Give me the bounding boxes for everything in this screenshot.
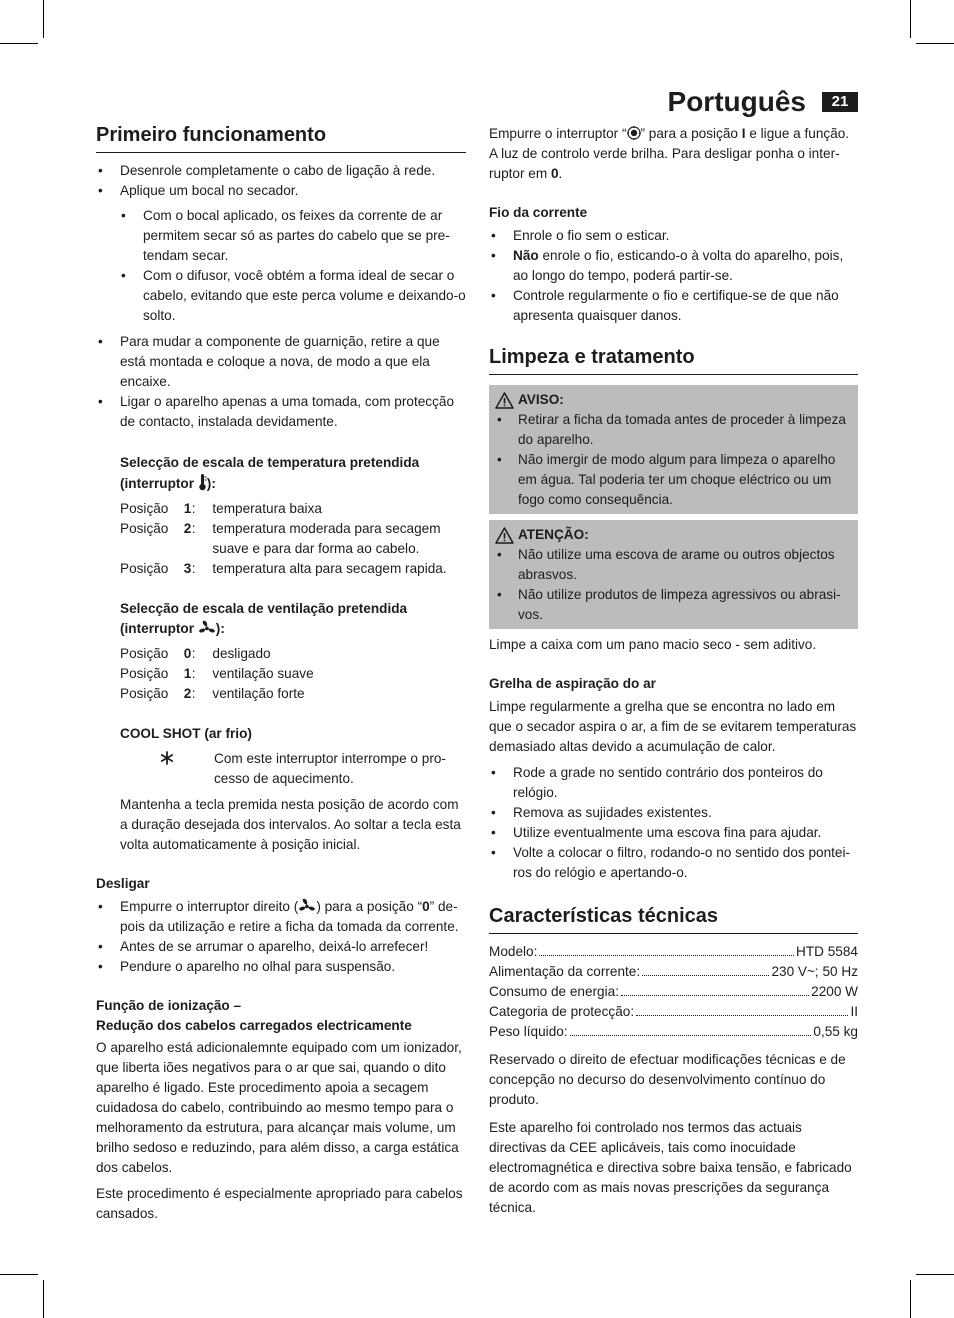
bullet-list [495, 545, 850, 625]
table-row [120, 559, 466, 579]
page-number: 21 [822, 92, 858, 112]
snowflake-icon [96, 749, 214, 789]
sub-bullet-list [96, 206, 466, 326]
position-text: ventilação suave [212, 666, 314, 681]
caution-box [489, 520, 858, 629]
grille-heading: Grelha de aspiração do ar [489, 676, 656, 691]
warning-box [489, 385, 858, 514]
list-item: • Pendure o aparelho no olhal para suspensão. [96, 957, 466, 977]
position-label: Posição [120, 666, 169, 681]
cool-shot-section [96, 724, 466, 855]
warning-triangle-icon [495, 527, 514, 544]
crop-mark [916, 43, 954, 44]
crop-mark [43, 0, 44, 38]
spec-row [489, 1022, 858, 1042]
paragraph: Este aparelho foi controlado nos termos das actuais directivas da CEE aplicáveis, tais como inocuidade electromagnética e directiva sobre baixa tensão, e fabricado de acordo com as mais novas prescrições da segurança técnica. [489, 1120, 852, 1215]
heading-line: (interruptor [120, 476, 195, 491]
heading-line: (interruptor [120, 621, 195, 636]
spec-label: Categoria de protecção: [489, 1004, 635, 1019]
list-item: • Com o difusor, você obtém a forma ideal de secar o cabelo, evitando que este perca volume e deixando-o solto. [96, 266, 466, 326]
list-item: • Rode a grade no sentido contrário dos ponteiros do relógio. [489, 763, 858, 803]
list-item: • Com o bocal aplicado, os feixes da corrente de ar permitem secar só as partes do cabelo que se pretendam secar. [96, 206, 466, 266]
intro-paragraph [489, 124, 858, 184]
crop-mark [0, 43, 38, 44]
page-language-title: Português [667, 86, 806, 117]
colon: : [191, 646, 196, 661]
list-item: • Não utilize produtos de limpeza agressivos ou abrasivos. [495, 585, 850, 625]
ventilation-position-table [120, 644, 466, 704]
position-number: 0 [183, 646, 192, 661]
warning-triangle-icon [495, 392, 514, 409]
crop-mark [916, 1274, 954, 1275]
dot-leader [539, 955, 794, 956]
technical-specs-section [489, 903, 858, 1218]
heading-line: ): [215, 621, 225, 636]
position-label: Posição [120, 501, 169, 516]
paragraph: O aparelho está adicionalemnte equipado com um ionizador, que liberta iões negativos para o ar que sai, quando o dito aparelho é ligado. Este procedimento apoia a secagem cuidadosa do cabelo, contribuindo ao mesmo tempo para o melhoramento da estrutura, para alcançar mais volume, um brilho sedoso e reduzindo, para além disso, a carga estática dos cabelos. [96, 1040, 462, 1175]
position-number: 0 [422, 899, 430, 914]
crop-mark [910, 0, 911, 38]
bullet-list [489, 226, 858, 326]
bullet-list [96, 332, 466, 432]
table-row [120, 684, 466, 704]
spec-label: Peso líquido: [489, 1024, 568, 1039]
table-row [120, 519, 466, 559]
caution-title [495, 525, 850, 545]
position-label: Posição [120, 521, 169, 536]
dot-leader [636, 1015, 848, 1016]
heading-line: Redução dos cabelos carregados electricamente [96, 1018, 412, 1033]
heading-line: ): [206, 476, 216, 491]
ionization-section [96, 996, 466, 1224]
position-text: temperatura moderada para secagem suave e para dar forma ao cabelo. [212, 521, 441, 556]
colon: : [191, 561, 196, 576]
spec-row [489, 942, 858, 962]
dot-leader [570, 1035, 812, 1036]
list-item: • Desenrole completamente o cabo de ligação à rede. [96, 161, 466, 181]
bullet-list [489, 763, 858, 883]
bullet-list [96, 161, 466, 201]
heading-line: Selecção de escala de ventilação pretendida [120, 601, 408, 616]
list-item: • Volte a colocar o filtro, rodando-o no sentido dos ponteiros do relógio e apertando-o. [489, 843, 858, 883]
list-item: • Não imergir de modo algum para limpeza o aparelho em água. Tal poderia ter um choque eléctrico ou um fogo como consequência. [495, 450, 850, 510]
colon: : [191, 501, 196, 516]
heading-line: Função de ionização – [96, 998, 242, 1013]
list-item: • Antes de se arrumar o aparelho, deixá-lo arrefecer! [96, 937, 466, 957]
spec-list [489, 942, 858, 1042]
dot-leader [642, 975, 769, 976]
paragraph: Este procedimento é especialmente apropriado para cabelos cansados. [96, 1186, 463, 1221]
emphasis: Não [513, 248, 539, 263]
switch-off-section [96, 874, 466, 977]
section-title: Primeiro funcionamento [96, 122, 466, 153]
list-item: • Utilize eventualmente uma escova fina para ajudar. [489, 823, 858, 843]
list-item: • Controle regularmente o fio e certifique-se de que não apresenta quaisquer danos. [489, 286, 858, 326]
position-text: ventilação forte [212, 686, 305, 701]
crop-mark [910, 1280, 911, 1318]
crop-mark [43, 1280, 44, 1318]
spec-label: Consumo de energia: [489, 984, 619, 999]
text-fragment: enrole o fio, esticando-o à volta do aparelho, pois, ao longo do tempo, poderá partir-se. [513, 248, 844, 283]
list-item: • Remova as sujidades existentes. [489, 803, 858, 823]
list-item: • Ligar o aparelho apenas a uma tomada, com protecção de contacto, instalada devidamente. [96, 392, 466, 432]
ion-icon [627, 126, 641, 140]
position-text: temperatura alta para secagem rapida. [212, 561, 447, 576]
paragraph: Reservado o direito de efectuar modificações técnicas e de concepção no decurso do desenvolvimento contínuo do produto. [489, 1052, 846, 1107]
switch-off-heading: Desligar [96, 876, 150, 891]
cool-shot-description: Com este interruptor interrompe o processo de aquecimento. [214, 751, 446, 786]
table-row [120, 664, 466, 684]
section-title: Características técnicas [489, 903, 858, 934]
section-first-operation [96, 122, 466, 432]
position-label: Posição [120, 686, 169, 701]
position-text: desligado [212, 646, 271, 661]
position-number: 1 [183, 501, 192, 516]
table-row [120, 644, 466, 664]
position-label: Posição [120, 646, 169, 661]
position-number: 3 [183, 561, 192, 576]
heading-line: Selecção de escala de temperatura pretendida [120, 455, 420, 470]
table-row [120, 499, 466, 519]
spec-value: 2200 W [811, 984, 858, 999]
spec-row [489, 1002, 858, 1022]
spec-label: Alimentação da corrente: [489, 964, 641, 979]
position-number: 2 [183, 686, 192, 701]
position-text: temperatura baixa [212, 501, 322, 516]
text-fragment: ” depois da utilização e retire a ficha da tomada da corrente. [120, 899, 459, 934]
position-label: Posição [120, 561, 169, 576]
temperature-position-table [120, 499, 466, 579]
fan-icon [298, 898, 316, 914]
cord-section [489, 203, 858, 326]
list-item: • Não utilize uma escova de arame ou outros objectos abrasvos. [495, 545, 850, 585]
cool-shot-row [96, 749, 466, 789]
ventilation-heading [96, 599, 466, 639]
text-fragment: . [558, 166, 563, 181]
dot-leader [621, 995, 809, 996]
paragraph: Limpe regularmente a grelha que se encontra no lado em que o secador aspira o ar, a fim de se evitarem temperaturas demasiado altas devido a acumulação de calor. [489, 699, 857, 754]
position-number: 0 [550, 166, 559, 181]
ventilation-selection [96, 599, 466, 704]
spec-value: II [850, 1004, 858, 1019]
list-item: • Retirar a ficha da tomada antes de proceder à limpeza do aparelho. [495, 410, 850, 450]
text-fragment: ” para a posição [640, 126, 742, 141]
list-item: • Para mudar a componente de guarnição, retire a que está montada e coloque a nova, de modo a que ela encaixe. [96, 332, 466, 392]
paragraph: Limpe a caixa com um pano macio seco - sem aditivo. [489, 637, 817, 652]
colon: : [191, 666, 196, 681]
position-number: I [741, 126, 746, 141]
bullet-list [495, 410, 850, 510]
temperature-heading [96, 453, 466, 494]
crop-mark [0, 1274, 38, 1275]
warning-label: AVISO: [518, 392, 564, 407]
spec-row [489, 962, 858, 982]
caution-label: ATENÇÃO: [518, 527, 589, 542]
spec-value: 0,55 kg [813, 1024, 858, 1039]
bullet-list [96, 897, 466, 977]
spec-row [489, 982, 858, 1002]
text-fragment: e ligue a função. A luz de controlo verde brilha. Para desligar ponha o interruptor em [489, 126, 850, 181]
fan-icon [198, 620, 216, 636]
paragraph: Mantenha a tecla premida nesta posição de acordo com a duração desejada dos intervalos. Ao soltar a tecla esta volta automaticamente à posição inicial. [120, 797, 461, 852]
spec-value: HTD 5584 [796, 944, 858, 959]
text-fragment: Empurre o interruptor direito ( [120, 899, 299, 914]
cleaning-section [489, 344, 858, 883]
section-title: Limpeza e tratamento [489, 344, 858, 375]
text-fragment: ) para a posição “ [316, 899, 423, 914]
spec-value: 230 V~; 50 Hz [771, 964, 858, 979]
thermometer-icon [198, 473, 207, 491]
spec-label: Modelo: [489, 944, 538, 959]
position-number: 2 [183, 521, 192, 536]
colon: : [191, 686, 196, 701]
list-item [96, 897, 466, 937]
list-item [489, 246, 858, 286]
list-item: • Aplique um bocal no secador. [96, 181, 466, 201]
text-fragment: Empurre o interruptor “ [489, 126, 627, 141]
cord-heading: Fio da corrente [489, 205, 588, 220]
cool-shot-heading: COOL SHOT (ar frio) [120, 726, 252, 741]
colon: : [191, 521, 196, 536]
temperature-selection [96, 453, 466, 579]
list-item: • Enrole o fio sem o esticar. [489, 226, 858, 246]
warning-title [495, 390, 850, 410]
position-number: 1 [183, 666, 192, 681]
ionization-heading [96, 996, 466, 1036]
